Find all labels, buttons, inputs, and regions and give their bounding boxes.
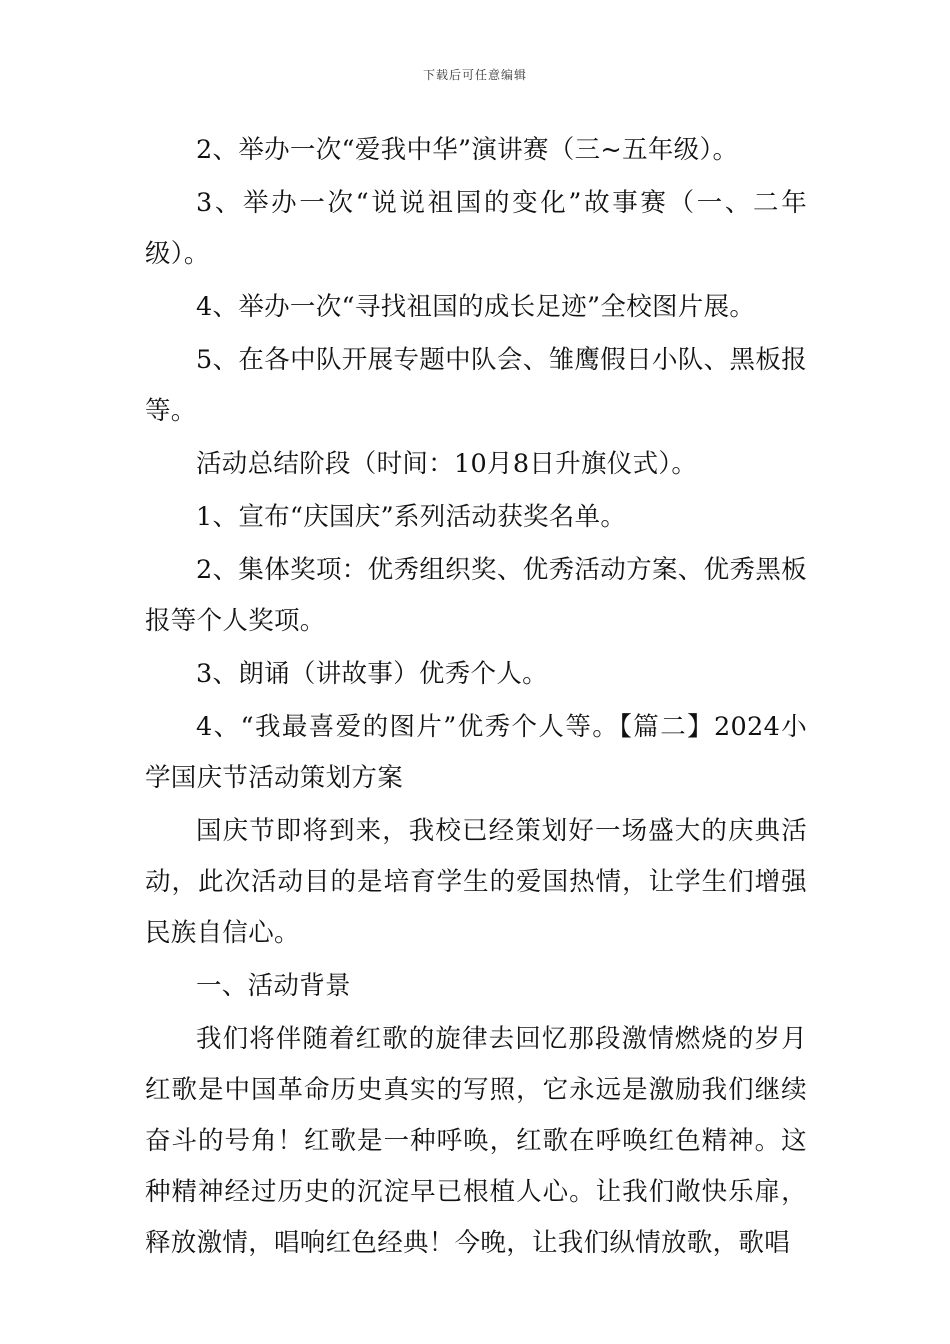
paragraph-item-4-photo-exhibition: 4、举办一次“寻找祖国的成长足迹”全校图片展。 [196, 292, 756, 322]
page-header-note: 下载后可任意编辑 [422, 68, 527, 82]
paragraph-background-text: 我们将伴随着红歌的旋律去回忆那段激情燃烧的岁月红歌是中国革命历史真实的写照，它永远是激励我们继续奋斗的号角！红歌是一种呼唤，红歌在呼唤红色精神。这种精神经过历史的沉淀早已根植人心。让我们敞快乐扉，释放激情，唱响红色经典！今晚，让我们纵情放歌，歌唱 [145, 1024, 807, 1258]
paragraph-intro: 国庆节即将到来，我校已经策划好一场盛大的庆典活动，此次活动目的是培育学生的爱国热情，让学生们增强民族自信心。 [145, 816, 807, 948]
document-body [145, 125, 807, 1269]
paragraph-summary-item-3: 3、朗诵（讲故事）优秀个人。 [196, 659, 548, 689]
paragraph-summary-item-4: 4、“我最喜爱的图片”优秀个人等。【篇二】2024小学国庆节活动策划方案 [145, 712, 807, 793]
paragraph-summary-item-2: 2、集体奖项：优秀组织奖、优秀活动方案、优秀黑板报等个人奖项。 [145, 555, 807, 636]
section-heading-background: 一、活动背景 [196, 971, 351, 1001]
paragraph-summary-stage: 活动总结阶段（时间：10月8日升旗仪式）。 [196, 449, 698, 479]
paragraph-item-2-speech-contest: 2、举办一次“爱我中华”演讲赛（三~五年级）。 [196, 135, 739, 165]
paragraph-item-3-story-contest: 3、举办一次“说说祖国的变化”故事赛（一、二年级）。 [145, 188, 807, 269]
paragraph-summary-item-1: 1、宣布“庆国庆”系列活动获奖名单。 [196, 502, 627, 532]
paragraph-item-5-squad-activities: 5、在各中队开展专题中队会、雏鹰假日小队、黑板报等。 [145, 345, 807, 426]
